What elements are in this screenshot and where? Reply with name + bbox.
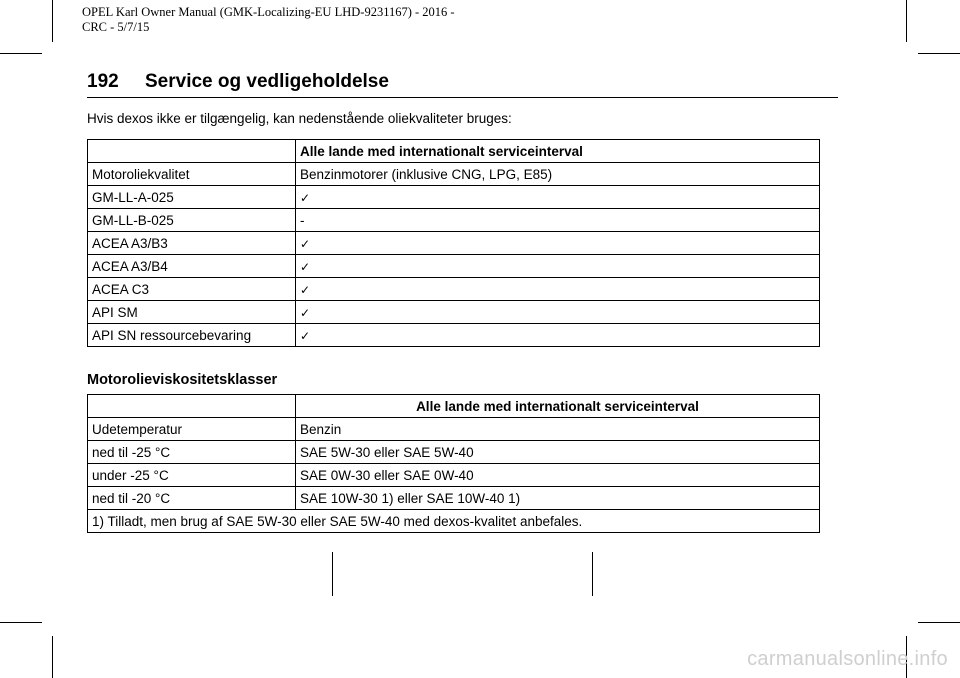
table-row [88,441,820,464]
viscosity-grade-cell: SAE 5W-30 eller SAE 5W-40 [296,441,820,464]
crop-mark [918,622,960,623]
check-mark-icon: ✓ [300,259,311,274]
temperature-cell: ned til -25 °C [88,441,296,464]
table-row [88,418,820,441]
crop-mark [906,0,907,42]
table-cell: Udetemperatur [88,418,296,441]
check-mark-icon: ✓ [300,190,311,205]
check-mark-icon: ✓ [300,328,311,343]
check-mark-icon: ✓ [300,282,311,297]
oil-quality-table [87,139,820,347]
table-cell [88,395,296,418]
crop-mark [918,53,960,54]
document-meta-line: CRC - 5/7/15 [82,20,150,34]
oil-name-cell: ACEA A3/B3 [88,232,296,255]
table-row [88,464,820,487]
temperature-cell: under -25 °C [88,464,296,487]
table-row [88,487,820,510]
table-header-cell: Alle lande med internationalt serviceinterval [296,140,820,163]
section-heading: Motorolieviskositetsklasser [87,372,278,388]
oil-name-cell: API SN ressourcebevaring [88,324,296,347]
check-mark-icon: ✓ [300,236,311,251]
table-row [88,232,820,255]
oil-approval-cell [296,232,820,255]
check-mark-icon: ✓ [300,305,311,320]
oil-approval-cell [296,255,820,278]
crop-mark [52,0,53,42]
crop-mark [52,636,53,678]
oil-name-cell: GM-LL-A-025 [88,186,296,209]
table-row [88,301,820,324]
page-heading [87,70,838,98]
oil-name-cell: ACEA A3/B4 [88,255,296,278]
oil-approval-cell: - [296,209,820,232]
document-meta [82,5,455,35]
watermark: carmanualsonline.info [747,648,948,670]
oil-name-cell: GM-LL-B-025 [88,209,296,232]
table-row [88,209,820,232]
table-row [88,278,820,301]
table-cell: Benzin [296,418,820,441]
table-cell: Benzinmotorer (inklusive CNG, LPG, E85) [296,163,820,186]
viscosity-grade-cell: SAE 0W-30 eller SAE 0W-40 [296,464,820,487]
document-meta-line: OPEL Karl Owner Manual (GMK-Localizing-EU LHD-9231167) - 2016 - [82,5,455,19]
crop-mark [332,552,333,596]
table-cell: Motoroliekvalitet [88,163,296,186]
table-row [88,324,820,347]
viscosity-grade-cell: SAE 10W-30 1) eller SAE 10W-40 1) [296,487,820,510]
intro-text: Hvis dexos ikke er tilgængelig, kan nedenstående oliekvaliteter bruges: [87,111,512,126]
table-row [88,186,820,209]
crop-mark [0,53,42,54]
footnote-cell: 1) Tilladt, men brug af SAE 5W-30 eller SAE 5W-40 med dexos-kvalitet anbefales. [88,510,820,533]
temperature-cell: ned til -20 °C [88,487,296,510]
table-row [88,255,820,278]
viscosity-table [87,394,820,533]
table-row [88,395,820,418]
crop-mark [0,622,42,623]
oil-name-cell: ACEA C3 [88,278,296,301]
table-row [88,140,820,163]
page-number: 192 [87,71,119,92]
oil-approval-cell [296,278,820,301]
table-cell [88,140,296,163]
oil-approval-cell [296,324,820,347]
oil-approval-cell [296,186,820,209]
table-row [88,163,820,186]
page-title: Service og vedligeholdelse [145,71,389,92]
oil-name-cell: API SM [88,301,296,324]
table-row [88,510,820,533]
oil-approval-cell [296,301,820,324]
crop-mark [592,552,593,596]
table-header-cell: Alle lande med internationalt serviceinterval [296,395,820,418]
